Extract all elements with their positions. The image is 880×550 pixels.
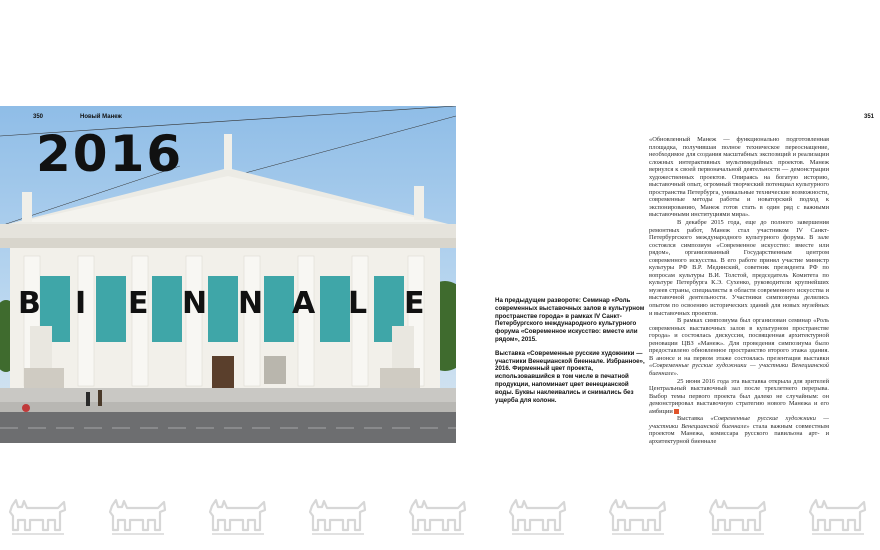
- end-mark-icon: [674, 409, 679, 414]
- animal-figure-icon: [608, 498, 668, 540]
- year-overlay: 2016: [36, 125, 184, 183]
- body-paragraph: «Обновленный Манеж — функционально подготовленная площадка, получившая полное техническое переоснащение, необходимое для создания масштабных экспозиций и реализации сложных интерактивных мультимедийных проектов. Манеж вернулся к своей первоначальной деятельности — демонстрации художественных проектов. Опираясь на богатую историю, выставочный опыт, огромный творческий потенциал культурного пространства Петербурга, уникальные технические возможности, современные методы работы и новаторский подход к экспонированию, Манеж готов стать в один ряд с важными выставочными институциями мира».: [649, 136, 829, 219]
- body-paragraph: [649, 415, 829, 445]
- body-text-run: 25 июня 2016 года эта выставка открыла для зрителей Центральный выставочный зал после трехлетнего перерыва. Выбор темы первого проекта был далеко не случайным: он демонстрировал выставочную стратегию нового Манежа и его амбиции: [649, 377, 829, 415]
- banner-letter: I: [75, 286, 87, 321]
- banner-letter: B: [18, 286, 41, 321]
- banner-letter: N: [182, 286, 208, 321]
- animal-figure-icon: [808, 498, 868, 540]
- caption-paragraph: Выставка «Современные русские художники — участники Венецианской биеннале. Избранное», 2016. Фирменный цвет проекта, использовавшийся в том числе в печатной продукции, напоминает цвет венецианской воды. Буквы наклеивались и снимались без ущерба для колонн.: [495, 349, 645, 404]
- body-paragraph: [649, 378, 829, 416]
- body-emphasis: «Современные русские художники — участники Венецианской биеннале».: [649, 362, 829, 377]
- running-head: Новый Манеж: [80, 114, 122, 120]
- banner-letter: A: [292, 286, 316, 321]
- banner-letter: N: [238, 286, 264, 321]
- page-number-right: 351: [864, 114, 875, 120]
- banner-letter: E: [128, 286, 149, 321]
- body-text-run: Выставка: [677, 415, 703, 423]
- caption-paragraph: На предыдущем развороте: Семинар «Роль современных выставочных залов в культурном пространстве города» в рамках IV Санкт-Петербургского международного культурного форума «Современное искусство: вместе или рядом», 2015.: [495, 297, 645, 343]
- body-text: [649, 136, 829, 445]
- body-text-run: стала важным совместным проектом Манежа, комиссара русского павильона арт- и архитектурной биеннале: [649, 422, 829, 445]
- body-emphasis: «Современные русские художники — участники Венецианской биеннале»: [649, 415, 829, 430]
- body-paragraph: В декабре 2015 года, еще до полного завершения ремонтных работ, Манеж стал участником IV Санкт-Петербургского международного культурного форума. В зале состоялся симпозиум «Современное искусство: вместе или рядом», организованный Государственным центром современного искусства. В его работе принял участие министр культуры РФ В.Р. Мединский, советник президента РФ по вопросам культуры В.И. Толстой, председатель Комитета по культуре Петербурга К.Э. Сухенко, руководители крупнейших музеев страны, специалисты в области современного искусства и выставочной деятельности. Участники симпозиума делились опытом по освоению исторических зданий для новых музейных и выставочных проектов.: [649, 219, 829, 317]
- page-number-left: 350: [33, 114, 44, 120]
- animal-figure-icon: [208, 498, 268, 540]
- animal-figure-icon: [408, 498, 468, 540]
- animal-figure-icon: [308, 498, 368, 540]
- photo-caption: [495, 297, 645, 410]
- banner-letter: L: [348, 286, 368, 321]
- animal-figure-icon: [8, 498, 68, 540]
- animal-figure-icon: [708, 498, 768, 540]
- body-paragraph: [649, 317, 829, 377]
- decorative-strip: [0, 498, 880, 542]
- animal-figure-icon: [508, 498, 568, 540]
- animal-figure-icon: [108, 498, 168, 540]
- body-text-run: В рамках симпозиума был организован семинар «Роль современных выставочных залов в культурном пространстве города» и состоялась дискуссия, посвященная архитектурной реновации ЦВЗ «Манеж». Для проведения симпозиума было предоставлено обновленное пространство второго этажа здания. В анонсе и на первом этаже состоялась презентация выставки: [649, 317, 829, 362]
- banner-letter: E: [404, 286, 425, 321]
